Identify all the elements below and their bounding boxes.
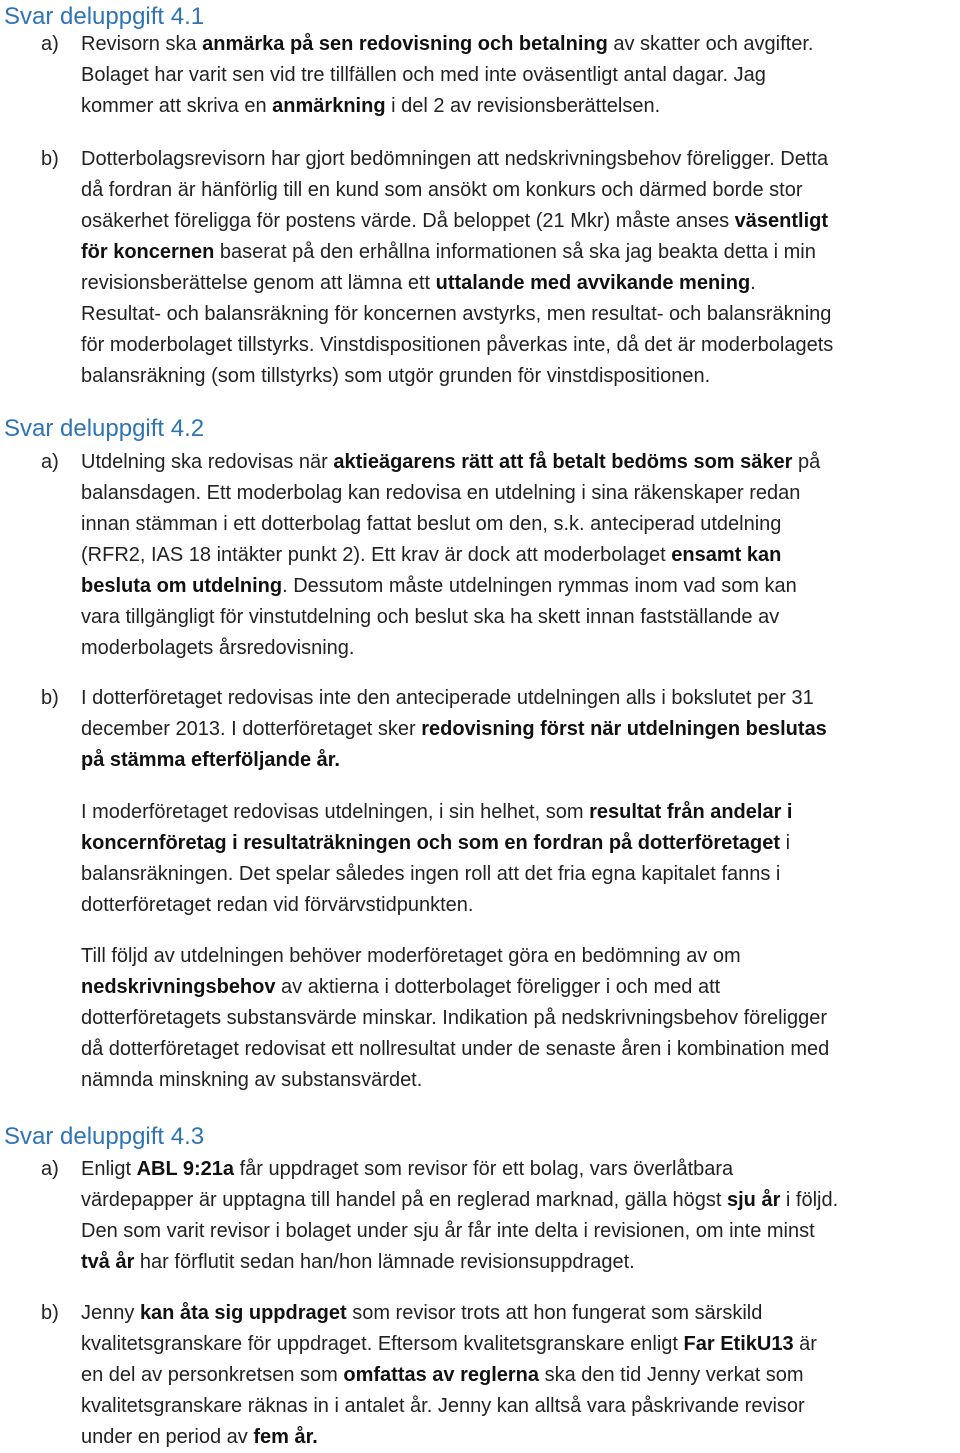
text-run: som revisor trots att hon fungerat som särskild — [346, 1302, 763, 1324]
text-run: osäkerhet föreligga för postens värde. Då beloppet (21 Mkr) måste anses — [81, 210, 735, 232]
text-run: för moderbolaget tillstyrks. Vinstdispositionen påverkas inte, då det är moderbolagets — [81, 334, 834, 356]
item-text — [81, 1154, 960, 1278]
item-text — [81, 29, 960, 122]
text-line — [81, 1034, 960, 1065]
text-line — [81, 1247, 960, 1278]
emphasis-text: Far EtikU13 — [683, 1333, 794, 1355]
item-label: b) — [41, 687, 59, 709]
text-line — [81, 828, 960, 859]
text-line — [81, 1154, 960, 1185]
item-text — [81, 447, 960, 664]
emphasis-text: omfattas av reglerna — [343, 1364, 540, 1386]
section-heading-4-1: Svar deluppgift 4.1 — [4, 3, 205, 30]
text-line — [81, 1216, 960, 1247]
text-line — [81, 361, 960, 392]
text-run: Jenny — [81, 1302, 140, 1324]
text-run: värdepapper är upptagna till handel på en reglerad marknad, gälla högst — [81, 1189, 727, 1211]
text-line — [81, 447, 960, 478]
text-run: dotterföretagets substansvärde minskar. Indikation på nedskrivningsbehov föreligger — [81, 1007, 827, 1029]
text-run: Enligt — [81, 1158, 137, 1180]
answer-item-4-1-a — [41, 29, 960, 122]
emphasis-text: anmärkning — [272, 95, 386, 117]
text-run: av aktierna i dotterbolaget föreligger i och med att — [275, 976, 721, 998]
text-run: kvalitetsgranskare räknas in i antalet år. Jenny kan alltså vara påskrivande revisor — [81, 1395, 805, 1417]
emphasis-text: koncernföretag i resultaträkningen och som en fordran på dotterföretaget — [81, 832, 781, 854]
text-line — [81, 1422, 960, 1453]
text-run: nämnda minskning av substansvärdet. — [81, 1069, 423, 1091]
text-line — [81, 972, 960, 1003]
text-line — [81, 602, 960, 633]
text-run: . Dessutom måste utdelningen rymmas inom vad som kan — [282, 575, 797, 597]
text-line — [81, 683, 960, 714]
text-run: i — [780, 832, 791, 854]
text-line — [81, 633, 960, 664]
text-line — [81, 60, 960, 91]
item-label: b) — [41, 1302, 59, 1324]
text-line — [81, 941, 960, 972]
text-run: under en period av — [81, 1426, 254, 1448]
text-run: Utdelning ska redovisas när — [81, 451, 334, 473]
emphasis-text: anmärka på sen redovisning och betalning — [202, 33, 608, 55]
text-run: (RFR2, IAS 18 intäkter punkt 2). Ett krav är dock att moderbolaget — [81, 544, 672, 566]
text-run: kvalitetsgranskare för uppdraget. Eftersom kvalitetsgranskare enligt — [81, 1333, 684, 1355]
text-line — [81, 1185, 960, 1216]
text-run: balansdagen. Ett moderbolag kan redovisa en utdelning i sina räkenskaper redan — [81, 482, 801, 504]
emphasis-text: för koncernen — [81, 241, 215, 263]
text-run: Resultat- och balansräkning för koncernen avstyrks, men resultat- och balansräkning — [81, 303, 832, 325]
emphasis-text: kan åta sig uppdraget — [139, 1302, 347, 1324]
text-run: av skatter och avgifter. — [607, 33, 814, 55]
answer-item-4-2-a — [41, 447, 960, 664]
text-line — [81, 571, 960, 602]
text-line — [81, 797, 960, 828]
text-line — [81, 237, 960, 268]
answer-4-2-b-paragraph-2 — [81, 797, 960, 921]
text-line — [81, 540, 960, 571]
text-run: balansräkningen. Det spelar således ingen roll att det fria egna kapitalet fanns i — [81, 863, 781, 885]
text-run: i följd. — [780, 1189, 839, 1211]
section-heading-4-3: Svar deluppgift 4.3 — [4, 1123, 205, 1150]
text-run: december 2013. I dotterföretaget sker — [81, 718, 422, 740]
text-run: får uppdraget som revisor för ett bolag, vars överlåtbara — [234, 1158, 734, 1180]
text-line — [81, 1329, 960, 1360]
text-run: balansräkning (som tillstyrks) som utgör grunden för vinstdispositionen. — [81, 365, 711, 387]
text-run: ska den tid Jenny verkat som — [539, 1364, 804, 1386]
text-run: Bolaget har varit sen vid tre tillfällen och med inte oväsentligt antal dagar. Jag — [81, 64, 766, 86]
text-run: har förflutit sedan han/hon lämnade revisionsuppdraget. — [134, 1251, 635, 1273]
answer-item-4-1-b — [41, 144, 960, 392]
text-run: Revisorn ska — [81, 33, 203, 55]
item-label: a) — [41, 451, 59, 473]
emphasis-text: nedskrivningsbehov — [81, 976, 276, 998]
text-run: innan stämman i ett dotterbolag fattat beslut om den, s.k. anteciperad utdelning — [81, 513, 782, 535]
text-run: I moderföretaget redovisas utdelningen, i sin helhet, som — [81, 801, 590, 823]
emphasis-text: ensamt kan — [671, 544, 782, 566]
text-line — [81, 1360, 960, 1391]
section-heading-4-2: Svar deluppgift 4.2 — [4, 415, 205, 442]
text-run: I dotterföretaget redovisas inte den anteciperade utdelningen alls i bokslutet per 31 — [81, 687, 814, 709]
text-run: kommer att skriva en — [81, 95, 273, 117]
text-run: Till följd av utdelningen behöver moderföretaget göra en bedömning av om — [81, 945, 741, 967]
emphasis-text: uttalande med avvikande mening — [435, 272, 751, 294]
text-line — [81, 1298, 960, 1329]
answer-item-4-2-b — [41, 683, 960, 776]
item-label: b) — [41, 148, 59, 170]
text-run: Dotterbolagsrevisorn har gjort bedömningen att nedskrivningsbehov föreligger. Detta — [81, 148, 829, 170]
item-label: a) — [41, 1158, 59, 1180]
text-run: . — [750, 272, 756, 294]
text-run: i del 2 av revisionsberättelsen. — [385, 95, 661, 117]
text-run: moderbolagets årsredovisning. — [81, 637, 355, 659]
item-text — [81, 1298, 960, 1453]
text-run: vara tillgängligt för vinstutdelning och beslut ska ha skett innan fastställande av — [81, 606, 780, 628]
text-line — [81, 29, 960, 60]
item-text — [81, 144, 960, 392]
text-line — [81, 330, 960, 361]
emphasis-text: aktieägarens rätt att få betalt bedöms som säker — [333, 451, 793, 473]
answer-4-2-b-paragraph-3 — [81, 941, 960, 1096]
text-run: en del av personkretsen som — [81, 1364, 344, 1386]
text-line — [81, 1391, 960, 1422]
text-line — [81, 268, 960, 299]
text-line — [81, 1003, 960, 1034]
item-label: a) — [41, 33, 59, 55]
text-line — [81, 1065, 960, 1096]
text-line — [81, 714, 960, 745]
emphasis-text: besluta om utdelning — [81, 575, 283, 597]
text-run: på — [792, 451, 821, 473]
emphasis-text: sju år — [727, 1189, 781, 1211]
answer-item-4-3-b — [41, 1298, 960, 1453]
text-line — [81, 206, 960, 237]
text-run: Den som varit revisor i bolaget under sju år får inte delta i revisionen, om inte minst — [81, 1220, 815, 1242]
text-line — [81, 144, 960, 175]
item-text — [81, 683, 960, 776]
text-line — [81, 478, 960, 509]
text-run: dotterföretaget redan vid förvärvstidpunkten. — [81, 894, 474, 916]
text-line — [81, 745, 960, 776]
emphasis-text: redovisning först när utdelningen beslutas — [421, 718, 827, 740]
emphasis-text: väsentligt — [734, 210, 829, 232]
text-line — [81, 175, 960, 206]
text-line — [81, 509, 960, 540]
answer-item-4-3-a — [41, 1154, 960, 1278]
emphasis-text: ABL 9:21a — [136, 1158, 235, 1180]
text-line — [81, 859, 960, 890]
emphasis-text: två år — [81, 1251, 135, 1273]
emphasis-text: fem år. — [253, 1426, 318, 1448]
text-run: revisionsberättelse genom att lämna ett — [81, 272, 436, 294]
text-line — [81, 91, 960, 122]
text-line — [81, 890, 960, 921]
text-run: är — [793, 1333, 817, 1355]
text-run: då fordran är hänförlig till en kund som ansökt om konkurs och därmed borde stor — [81, 179, 803, 201]
text-run: då dotterföretaget redovisat ett nollresultat under de senaste åren i kombination med — [81, 1038, 830, 1060]
emphasis-text: resultat från andelar i — [589, 801, 793, 823]
text-run: baserat på den erhållna informationen så ska jag beakta detta i min — [214, 241, 816, 263]
emphasis-text: på stämma efterföljande år. — [81, 749, 340, 771]
text-line — [81, 299, 960, 330]
